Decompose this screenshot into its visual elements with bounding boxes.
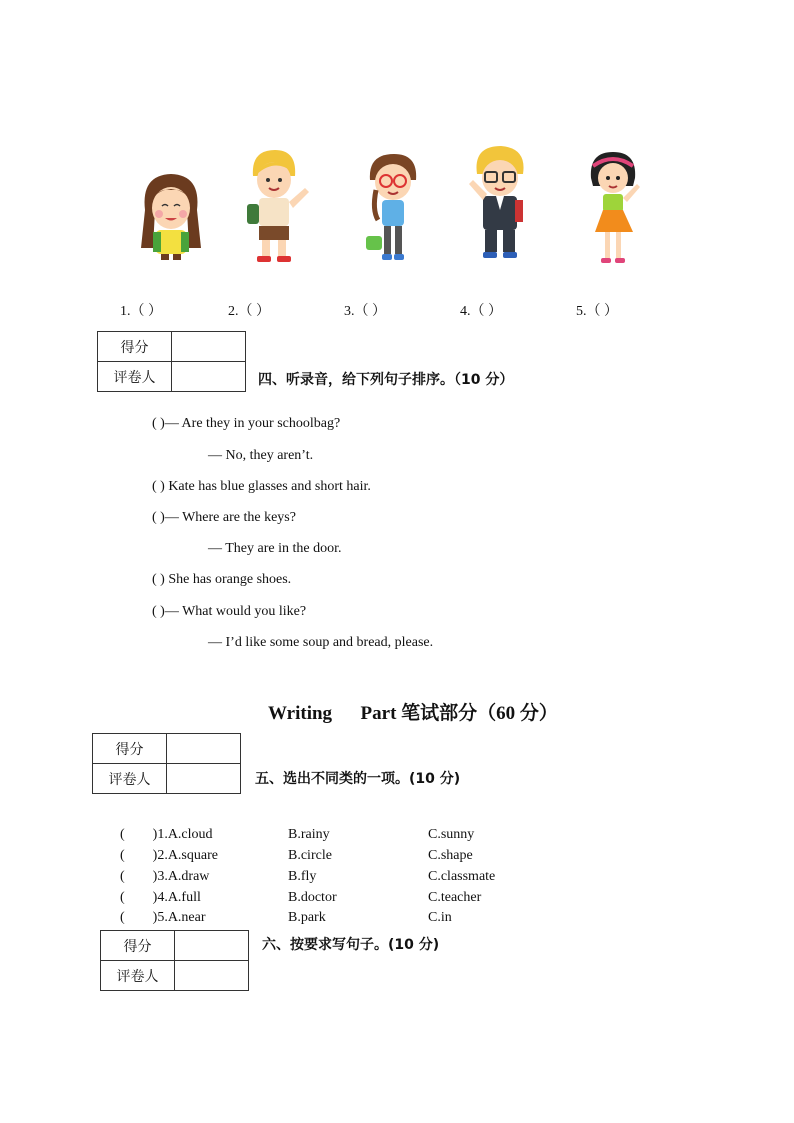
- blond-boy-waving-icon: [245, 148, 315, 266]
- option-c[interactable]: C.teacher: [428, 890, 482, 905]
- section4-line: ( ) She has orange shoes.: [152, 572, 292, 587]
- option-c[interactable]: C.in: [428, 910, 452, 925]
- option-c[interactable]: C.sunny: [428, 827, 475, 842]
- question-number-option-a[interactable]: ( )4.A.full: [120, 890, 201, 905]
- question-number-option-a[interactable]: ( )2.A.square: [120, 848, 218, 863]
- section4-line: — They are in the door.: [208, 541, 342, 556]
- option-c[interactable]: C.shape: [428, 848, 473, 863]
- grader-label: 评卷人: [101, 961, 175, 991]
- question-number-option-a[interactable]: ( )3.A.draw: [120, 869, 210, 884]
- grader-cell[interactable]: [172, 362, 246, 392]
- section4-line: — I’d like some soup and bread, please.: [208, 635, 434, 650]
- answer-blank-4[interactable]: 4.（ ）: [460, 304, 502, 319]
- girl-glasses-braids-icon: [362, 150, 432, 266]
- option-b[interactable]: B.fly: [288, 869, 317, 884]
- section4-line: ( )— Where are the keys?: [152, 510, 296, 525]
- section4-line: ( )— Are they in your schoolbag?: [152, 416, 341, 431]
- answer-blank-3[interactable]: 3.（ ）: [344, 304, 386, 319]
- question-number-option-a[interactable]: ( )1.A.cloud: [120, 827, 213, 842]
- writing-part-title: Writing Part 笔试部分（60 分）: [268, 703, 558, 724]
- section5-heading: 五、选出不同类的一项。(10 分): [255, 771, 461, 787]
- option-b[interactable]: B.park: [288, 910, 326, 925]
- section4-line: ( ) Kate has blue glasses and short hair.: [152, 479, 371, 494]
- score-table-section4: [97, 331, 246, 392]
- score-table-section5: [92, 733, 241, 794]
- score-cell[interactable]: [172, 332, 246, 362]
- section4-line: ( )— What would you like?: [152, 604, 307, 619]
- answer-blank-1[interactable]: 1.（ ）: [120, 304, 162, 319]
- grader-cell[interactable]: [175, 961, 249, 991]
- score-cell[interactable]: [167, 734, 241, 764]
- girl-brown-hair-yellow-shirt-icon: [135, 170, 207, 262]
- option-b[interactable]: B.doctor: [288, 890, 337, 905]
- section4-heading: 四、听录音，给下列句子排序。（10 分）: [258, 372, 514, 388]
- grader-label: 评卷人: [93, 764, 167, 794]
- boy-glasses-suit-icon: [465, 144, 535, 262]
- question-number-option-a[interactable]: ( )5.A.near: [120, 910, 206, 925]
- section4-line: — No, they aren’t.: [208, 448, 314, 463]
- score-cell[interactable]: [175, 931, 249, 961]
- answer-blank-5[interactable]: 5.（ ）: [576, 304, 618, 319]
- option-c[interactable]: C.classmate: [428, 869, 496, 884]
- answer-blank-2[interactable]: 2.（ ）: [228, 304, 270, 319]
- score-label: 得分: [93, 734, 167, 764]
- girl-orange-skirt-icon: [585, 148, 645, 268]
- grader-cell[interactable]: [167, 764, 241, 794]
- grader-label: 评卷人: [98, 362, 172, 392]
- option-b[interactable]: B.circle: [288, 848, 332, 863]
- score-label: 得分: [98, 332, 172, 362]
- option-b[interactable]: B.rainy: [288, 827, 330, 842]
- score-label: 得分: [101, 931, 175, 961]
- score-table-section6: [100, 930, 249, 991]
- section6-heading: 六、按要求写句子。(10 分): [262, 937, 440, 953]
